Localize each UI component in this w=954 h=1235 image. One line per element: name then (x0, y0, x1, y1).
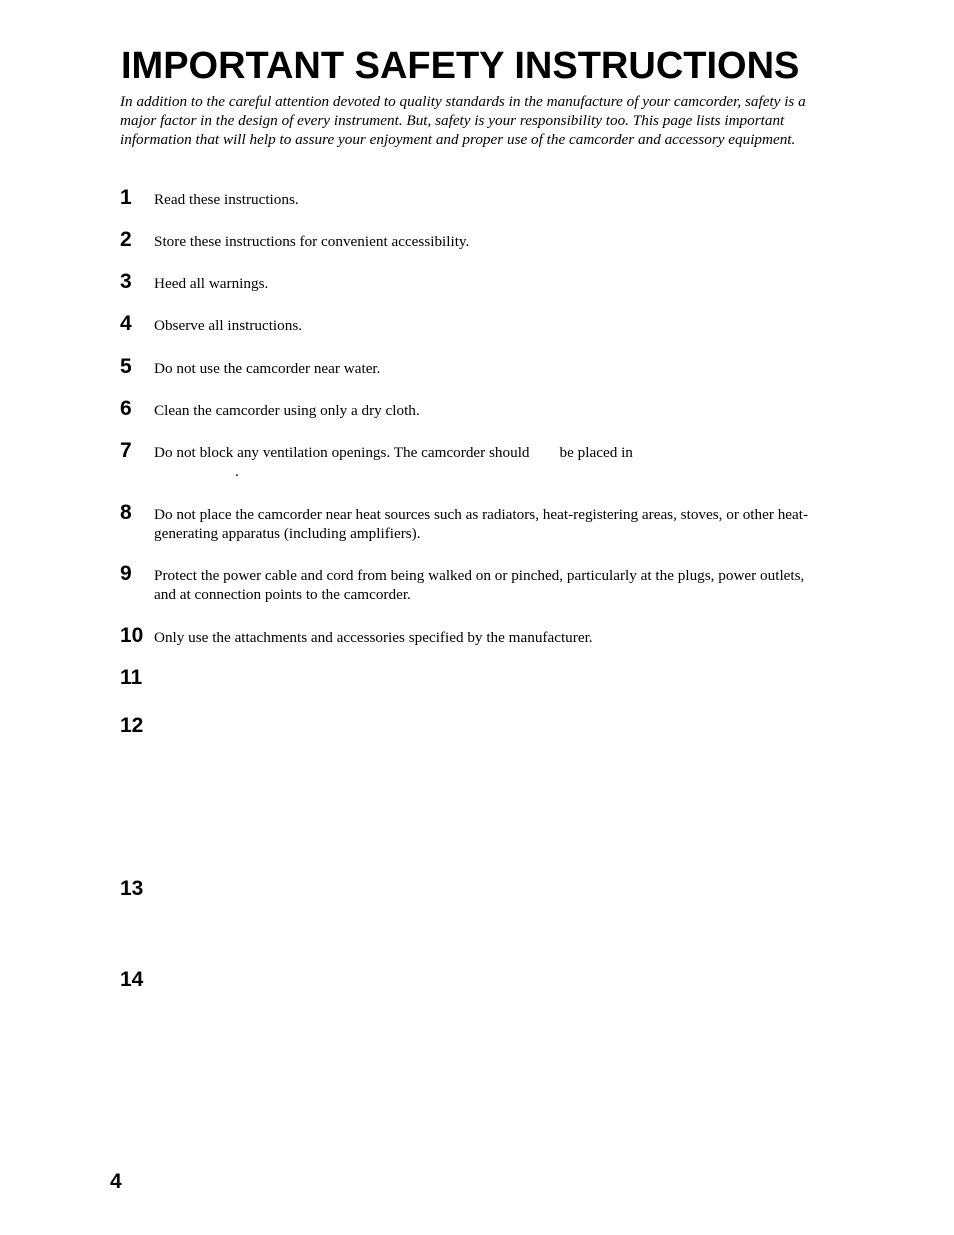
item-number: 9 (120, 562, 132, 585)
item-text: Store these instructions for convenient accessibility. (154, 233, 470, 250)
page-number: 4 (110, 1170, 122, 1193)
item-number: 13 (120, 877, 144, 900)
item-text: Do not place the camcorder near heat sources such as radiators, heat-registering areas, stoves, or other heat-generating apparatus (including amplifiers). (154, 506, 809, 542)
item-text-part: . (235, 463, 239, 480)
item-text (154, 443, 814, 481)
item-number: 6 (120, 397, 132, 420)
page-title: IMPORTANT SAFETY INSTRUCTIONS (121, 45, 800, 87)
item-number: 2 (120, 228, 132, 251)
item-number: 10 (120, 624, 144, 647)
item-number: 8 (120, 501, 132, 524)
item-number: 5 (120, 355, 132, 378)
item-text: Read these instructions. (154, 191, 299, 208)
item-number: 4 (120, 312, 132, 335)
item-text: Protect the power cable and cord from being walked on or pinched, particularly at the plugs, power outlets, and at connection points to the camcorder. (154, 567, 805, 603)
item-text: Only use the attachments and accessories specified by the manufacturer. (154, 629, 593, 646)
item-text: Clean the camcorder using only a dry cloth. (154, 402, 420, 419)
item-text: Do not use the camcorder near water. (154, 360, 381, 377)
item-text-part: be placed in (559, 444, 633, 461)
item-text-part: Do not block any ventilation openings. The camcorder should (154, 444, 530, 461)
item-number: 12 (120, 714, 144, 737)
item-number: 3 (120, 270, 132, 293)
item-number: 7 (120, 439, 132, 462)
item-number: 14 (120, 968, 144, 991)
item-text: Observe all instructions. (154, 317, 303, 334)
intro-paragraph: In addition to the careful attention devoted to quality standards in the manufacture of your camcorder, safety is a major factor in the design of every instrument. But, safety is your responsibility too. This page lists important information that will help to assure your enjoyment and proper use of the camcorder and accessory equipment. (120, 93, 806, 148)
item-number: 1 (120, 186, 132, 209)
item-text: Heed all warnings. (154, 275, 269, 292)
item-number: 11 (120, 666, 143, 689)
